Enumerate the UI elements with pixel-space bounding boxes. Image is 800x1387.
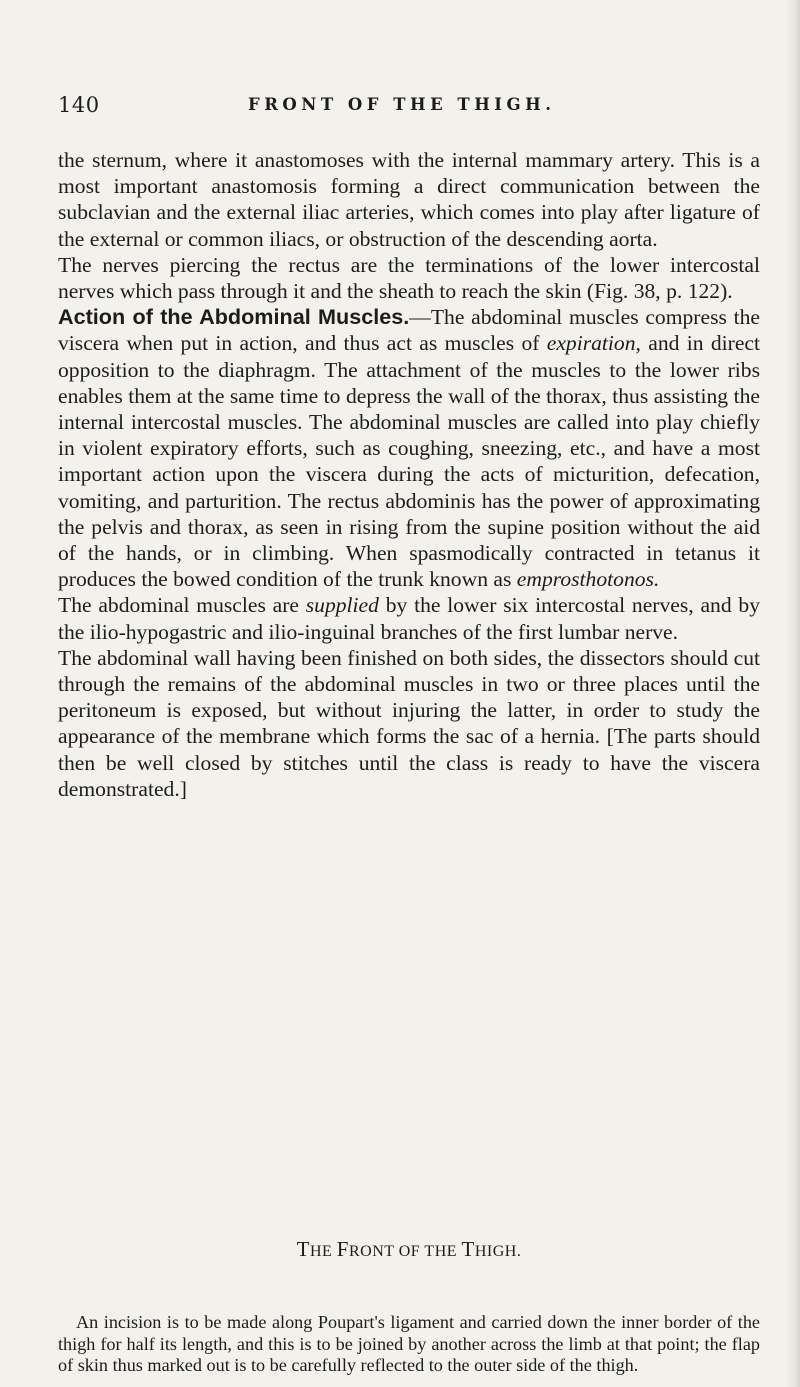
paragraph-action-text-a: —The abdominal muscles compress the viscera when put in action, and thus act as muscles of — [58, 305, 760, 356]
section-intro-text: An incision is to be made along Poupart's ligament and carried down the inner border of the thigh for half its length, and this is to be joined by another across the limb at that point; the flap of skin thus marked out is to be carefully reflected to the outer side of the thigh. — [58, 1312, 760, 1375]
heading-part: F — [336, 1237, 349, 1261]
body-text — [58, 147, 760, 802]
paragraph-nerves-rectus — [58, 252, 760, 304]
heading-part: HIGH. — [474, 1243, 522, 1260]
paragraph-nerve-supply-text-b: by the lower six intercostal nerves, and by the ilio-hypogastric and ilio-inguinal branches of the first lumbar nerve. — [58, 593, 760, 644]
italic-supplied: supplied — [305, 593, 379, 618]
heading-part: HE — [309, 1243, 337, 1260]
paragraph-action-text-b: , and in direct opposition to the diaphragm. The attachment of the muscles to the lower ribs enables them at the same time to depress the wall of the thorax, thus assisting the internal intercostal muscles. The abdominal muscles are called into play chiefly in violent expiratory efforts, such as coughing, sneezing, etc., and have a most important action upon the viscera during the acts of micturition, defecation, vomiting, and parturition. The rectus abdominis has the power of approximating the pelvis and thorax, as seen in rising from the supine position without the aid of the hands, or in climbing. When spasmodically contracted in tetanus it produces the bowed condition of the trunk known as — [58, 331, 760, 592]
page-number: 140 — [58, 93, 100, 117]
sidehead-action-abdominal-muscles: Action of the Abdominal Muscles. — [58, 304, 410, 330]
heading-part: RONT OF THE — [348, 1243, 462, 1260]
paragraph-abdominal-wall-finished — [58, 645, 760, 802]
paragraph-nerve-supply-text-a: The abdominal muscles are — [58, 593, 306, 618]
page-edge-shadow — [786, 0, 800, 1387]
paragraph-anastomosis — [58, 147, 760, 252]
paragraph-abdominal-wall-text: The abdominal wall having been finished on both sides, the dissectors should cut through the remains of the abdominal muscles in two or three places until the peritoneum is exposed, but without injuring the latter, in order to study the appearance of the membrane which forms the sac of a hernia. [The parts should then be well closed by stitches until the class is ready to have the viscera demonstrated.] — [58, 645, 760, 801]
section-heading — [58, 1237, 760, 1262]
paragraph-anastomosis-text: the sternum, where it anastomoses with the internal mammary artery. This is a most important anastomosis forming a direct communication between the subclavian and the external iliac arteries, which comes into play after ligature of the external or common iliacs, or obstruction of the descending aorta. — [58, 148, 760, 251]
heading-part: T — [296, 1237, 310, 1261]
heading-part: T — [461, 1237, 475, 1261]
running-head — [58, 93, 762, 121]
paragraph-action-abdominal-muscles — [58, 304, 760, 592]
italic-emprosthotonos: emprosthotonos. — [516, 567, 660, 592]
paragraph-nerve-supply — [58, 592, 760, 644]
paragraph-nerves-rectus-text: The nerves piercing the rectus are the terminations of the lower intercostal nerves which pass through it and the sheath to reach the skin (Fig. 38, p. 122). — [58, 252, 760, 304]
italic-expiration: expiration — [546, 331, 636, 356]
running-head-title: FRONT OF THE THIGH. — [248, 95, 556, 114]
